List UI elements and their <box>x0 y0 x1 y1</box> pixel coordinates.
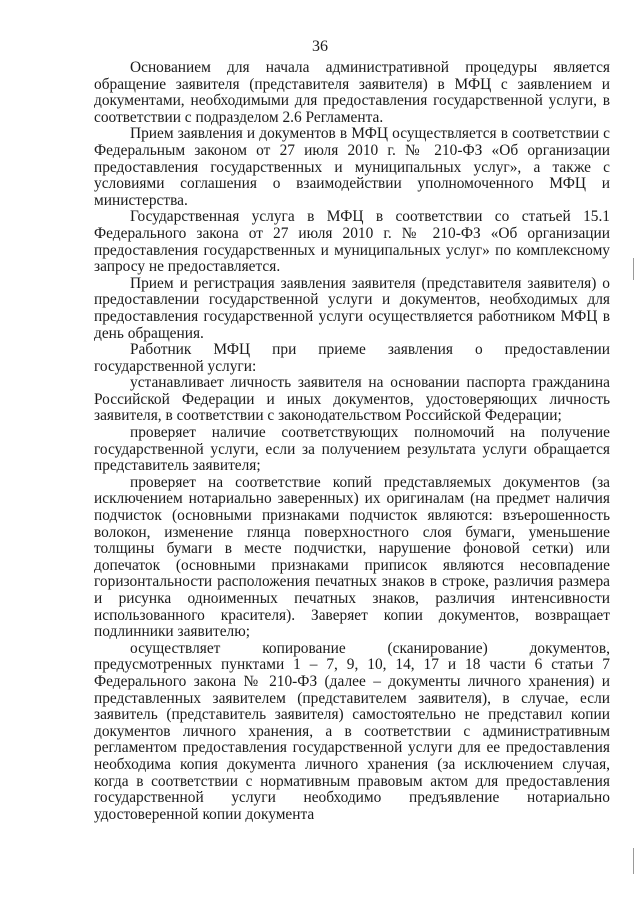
paragraph-worker-duties: Работник МФЦ при приеме заявления о предоставлении государственной услуги: <box>94 341 610 375</box>
paragraph-basis: Основанием для начала административной процедуры является обращение заявителя (представителя заявителя) в МФЦ с заявлением и документами, необходимыми для предоставления государственной услуги, в соответствии с подразделом 2.6 Регламента. <box>94 59 610 126</box>
paragraph-scanning: осуществляет копирование (сканирование) документов, предусмотренных пунктами 1 – 7, 9, 10, 14, 17 и 18 части 6 статьи 7 Федерального закона № 210-ФЗ (далее – документы личного хранения) и представленных заявителем (представителем заявителя), в случае, если заявитель (представитель заявителя) самостоятельно не представил копии документов личного хранения, а в соответствии с административным регламентом предоставления государственной услуги для ее предоставления необходима копия документа личного хранения (за исключением случая, когда в соответствии с нормативным правовым актом для предоставления государственной услуги необходимо предъявление нотариально удостоверенной копии документа <box>94 639 610 823</box>
paragraph-registration: Прием и регистрация заявления заявителя (представителя заявителя) о предоставлении государственной услуги и документов, необходимых для предоставления государственной услуги осуществляется работником МФЦ в день обращения. <box>94 274 610 342</box>
paragraph-identity: устанавливает личность заявителя на основании паспорта гражданина Российской Федерации и иных документов, удостоверяющих личность заявителя, в соответствии с законодательством Российской Федерации; <box>94 374 610 425</box>
paragraph-copies-check: проверяет на соответствие копий представляемых документов (за исключением нотариально заверенных) их оригиналам (на предмет наличия подчисток (основными признаками подчисток являются: взъерошенность волокон, изменение глянца поверхностного слоя бумаги, уменьшение толщины бумаги в месте подчистки, нарушение фоновой сетки) или допечаток (основными признаками приписок являются несовпадение горизонтальности расположения печатных знаков в строке, различия размера и рисунка одноименных печатных знаков, различия интенсивности использованного красителя). Заверяет копии документов, возвращает подлинники заявителю; <box>94 473 610 641</box>
paragraph-complex-request: Государственная услуга в МФЦ в соответствии со статьей 15.1 Федерального закона от 27 июля 2010 г. № 210-ФЗ «Об организации предоставления государственных и муниципальных услуг» по комплексному запросу не предоставляется. <box>94 208 610 276</box>
page-number: 36 <box>312 38 328 55</box>
scan-margin-mark <box>633 848 634 874</box>
paragraph-reception: Прием заявления и документов в МФЦ осуществляется в соответствии с Федеральным законом от 27 июля 2010 г. № 210-ФЗ «Об организации предоставления государственных и муниципальных услуг», а также с условиями соглашения о взаимодействии уполномоченного МФЦ и министерства. <box>94 125 610 209</box>
paragraph-authority: проверяет наличие соответствующих полномочий на получение государственной услуги, если за получением результата услуги обращается представитель заявителя; <box>94 424 610 475</box>
body-text <box>94 60 610 823</box>
scan-margin-mark <box>633 258 634 280</box>
